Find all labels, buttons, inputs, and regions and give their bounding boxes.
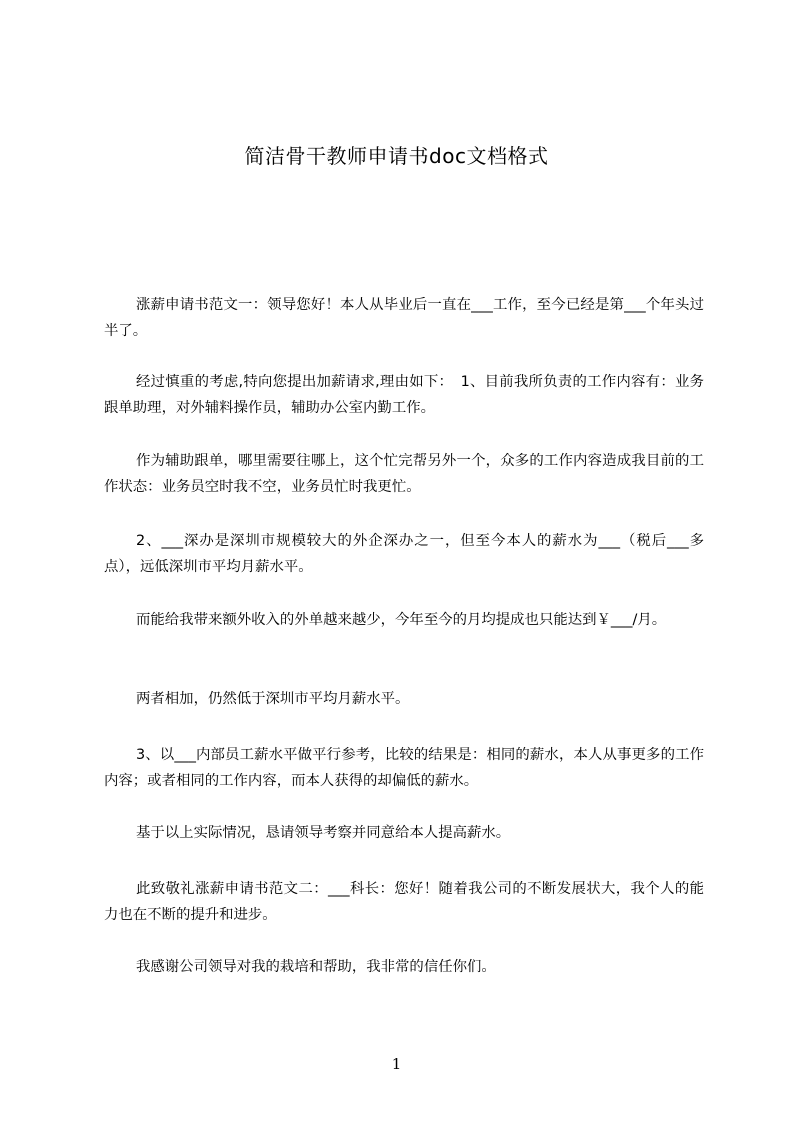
paragraph: 两者相加，仍然低于深圳市平均月薪水平。 bbox=[136, 691, 410, 707]
paragraph: 涨薪申请书范文一：领导您好！本人从毕业后一直在___工作，至今已经是第___个年头过半了。 bbox=[104, 297, 704, 339]
paragraph: 而能给我带来额外收入的外单越来越少，今年至今的月均提成也只能达到￥___/月。 bbox=[136, 612, 667, 628]
paragraph: 基于以上实际情况，恳请领导考察并同意给本人提高薪水。 bbox=[136, 825, 511, 841]
paragraph: 3、以___内部员工薪水平做平行参考，比较的结果是：相同的薪水，本人从事更多的工作内容；或者相同的工作内容，而本人获得的却偏低的薪水。 bbox=[104, 747, 704, 789]
page-number: 1 bbox=[391, 1055, 402, 1073]
paragraph: 此致敬礼涨薪申请书范文二：___科长：您好！随着我公司的不断发展状大，我个人的能力也在不断的提升和进步。 bbox=[104, 881, 704, 923]
document-title: 简洁骨干教师申请书doc文档格式 bbox=[244, 144, 549, 168]
paragraph: 经过慎重的考虑,特向您提出加薪请求,理由如下： 1、目前我所负责的工作内容有：业务跟单助理，对外辅料操作员，辅助办公室内勤工作。 bbox=[104, 374, 704, 416]
paragraph: 作为辅助跟单，哪里需要往哪上，这个忙完帮另外一个，众多的工作内容造成我目前的工作状态：业务员空时我不空，业务员忙时我更忙。 bbox=[104, 453, 704, 495]
paragraph: 2、___深办是深圳市规模较大的外企深办之一，但至今本人的薪水为___（税后___多点），远低深圳市平均月薪水平。 bbox=[104, 533, 704, 575]
paragraph: 我感谢公司领导对我的栽培和帮助，我非常的信任你们。 bbox=[136, 959, 496, 975]
